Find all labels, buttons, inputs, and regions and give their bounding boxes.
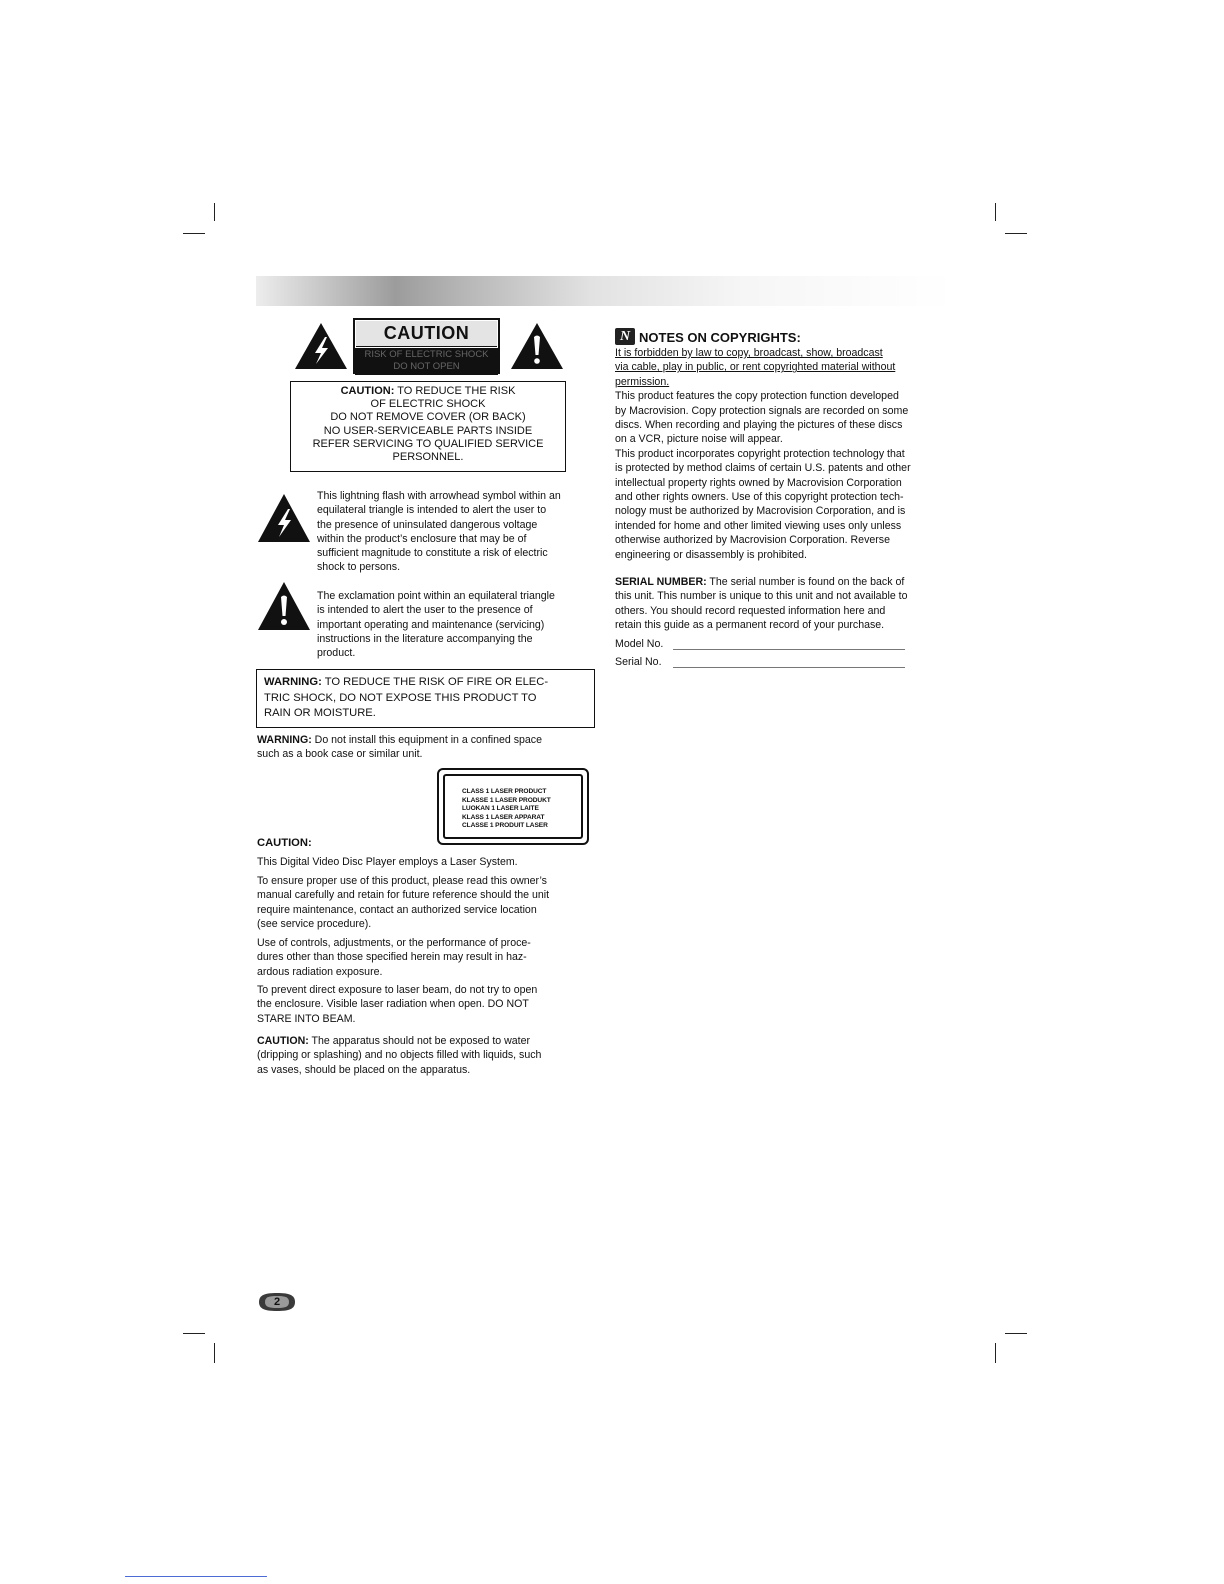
notes-underlined-line: via cable, play in public, or rent copyrighted material without bbox=[615, 361, 896, 374]
model-no-field[interactable] bbox=[673, 649, 905, 650]
laser-label-line: KLASSE 1 LASER PRODUKT bbox=[462, 796, 551, 804]
bottom-link-line bbox=[125, 1576, 267, 1577]
text-line: To prevent direct exposure to laser beam, do not try to open bbox=[257, 984, 538, 996]
text-line: the presence of uninsulated dangerous voltage bbox=[317, 518, 538, 531]
text-line: To ensure proper use of this product, please read this owner’s bbox=[257, 875, 547, 887]
model-no-label: Model No. bbox=[615, 638, 664, 650]
text-line: sufficient magnitude to constitute a risk of electric bbox=[317, 547, 548, 560]
exclamation-triangle-icon bbox=[510, 322, 564, 370]
text-line: equilateral triangle is intended to alert the user to bbox=[317, 504, 547, 517]
text-line: This lightning flash with arrowhead symbol within an bbox=[317, 490, 561, 502]
caution-water-line-1: The apparatus should not be exposed to water bbox=[308, 1035, 531, 1047]
warning-confined-space bbox=[257, 733, 542, 762]
page-number bbox=[257, 1291, 297, 1313]
text-line: dures other than those specified herein may result in haz- bbox=[257, 951, 527, 964]
serial-line-4: retain this guide as a permanent record of your purchase. bbox=[615, 619, 885, 632]
crop-mark bbox=[214, 1343, 215, 1363]
text-line: by Macrovision. Copy protection signals are recorded on some bbox=[615, 404, 909, 417]
caution-water-bold: CAUTION: bbox=[257, 1035, 309, 1047]
caution-label bbox=[353, 318, 500, 374]
text-line: STARE INTO BEAM. bbox=[257, 1012, 356, 1025]
caution-box-line-0: TO REDUCE THE RISK bbox=[394, 385, 516, 397]
warning-line-2: TRIC SHOCK, DO NOT EXPOSE THIS PRODUCT TO bbox=[264, 691, 537, 704]
text-line: discs. When recording and playing the pictures of these discs bbox=[615, 419, 903, 432]
warning-box bbox=[256, 669, 595, 728]
text-line: require maintenance, contact an authorized service location bbox=[257, 903, 537, 916]
caution-box-line bbox=[291, 385, 565, 398]
text-line: The exclamation point within an equilateral triangle bbox=[317, 590, 555, 602]
exclamation-triangle-icon bbox=[257, 581, 311, 631]
text-line: engineering or disassembly is prohibited. bbox=[615, 548, 807, 561]
caution-box-line-2: DO NOT REMOVE COVER (OR BACK) bbox=[330, 411, 526, 424]
text-line bbox=[264, 675, 586, 691]
serial-bold: SERIAL NUMBER: bbox=[615, 576, 707, 588]
crop-mark bbox=[995, 1343, 996, 1363]
text-line bbox=[257, 733, 542, 747]
serial-line-3: others. You should record requested information here and bbox=[615, 604, 886, 617]
crop-mark bbox=[183, 233, 205, 234]
text-line: (see service procedure). bbox=[257, 918, 372, 931]
text-line: on a VCR, picture noise will appear. bbox=[615, 433, 783, 446]
text-line: otherwise authorized by Macrovision Corporation. Reverse bbox=[615, 534, 890, 547]
text-line: intended for home and other limited viewing uses only unless bbox=[615, 519, 902, 532]
notes-underlined-line: It is forbidden by law to copy, broadcast, show, broadcast bbox=[615, 347, 883, 359]
text-line: ardous radiation exposure. bbox=[257, 965, 383, 978]
text-line: nology must be authorized by Macrovision Corporation, and is bbox=[615, 505, 906, 518]
text-line: important operating and maintenance (servicing) bbox=[317, 618, 545, 631]
notes-icon: N bbox=[615, 328, 635, 345]
text-line: the enclosure. Visible laser radiation when open. DO NOT bbox=[257, 998, 529, 1011]
crop-mark bbox=[1005, 1333, 1027, 1334]
caution-label-line2: DO NOT OPEN bbox=[393, 361, 460, 372]
laser-paragraph-1 bbox=[257, 855, 518, 869]
notes-title: NOTES ON COPYRIGHTS: bbox=[639, 330, 801, 345]
warning-line-1: TO REDUCE THE RISK OF FIRE OR ELEC- bbox=[321, 676, 549, 688]
caution-box-line-4: REFER SERVICING TO QUALIFIED SERVICE bbox=[312, 437, 544, 450]
crop-mark bbox=[1005, 233, 1027, 234]
caution-label-title: CAUTION bbox=[356, 321, 497, 347]
laser-label-line: LUOKAN 1 LASER LAITE bbox=[462, 805, 539, 813]
caution-box-line-1: OF ELECTRIC SHOCK bbox=[370, 398, 486, 411]
page-number-text: 2 bbox=[273, 1296, 281, 1308]
warning2-line-1: Do not install this equipment in a confined space bbox=[311, 734, 542, 746]
warning-bold: WARNING: bbox=[264, 676, 322, 688]
laser-paragraph-4 bbox=[257, 983, 537, 1026]
lightning-explanation bbox=[317, 489, 599, 575]
serial-line-1: The serial number is found on the back of bbox=[706, 576, 905, 588]
caution-heading: CAUTION: bbox=[257, 837, 312, 849]
text-line: instructions in the literature accompanying the bbox=[317, 632, 533, 645]
notes-body bbox=[615, 346, 911, 562]
text-line: is intended to alert the user to the presence of bbox=[317, 604, 533, 617]
text-line bbox=[257, 1034, 541, 1048]
caution-label-line1: RISK OF ELECTRIC SHOCK bbox=[364, 349, 489, 360]
caution-box-bold: CAUTION: bbox=[340, 385, 395, 397]
caution-box-line-5: PERSONNEL. bbox=[392, 451, 464, 464]
header-band bbox=[256, 276, 954, 306]
laser-paragraph-2 bbox=[257, 874, 549, 932]
serial-number-section bbox=[615, 575, 908, 633]
laser-paragraph-3 bbox=[257, 936, 531, 979]
caution-box-line-3: NO USER-SERVICEABLE PARTS INSIDE bbox=[323, 424, 533, 437]
laser-label-line: CLASS 1 LASER PRODUCT bbox=[462, 788, 547, 795]
warning-line-3: RAIN OR MOISTURE. bbox=[264, 707, 376, 719]
crop-mark bbox=[995, 203, 996, 221]
caution-water bbox=[257, 1034, 541, 1077]
laser-label-line: CLASSE 1 PRODUIT LASER bbox=[462, 822, 548, 830]
serial-no-field[interactable] bbox=[673, 667, 905, 668]
laser-label-inner bbox=[443, 774, 583, 839]
caution-water-line-2: (dripping or splashing) and no objects filled with liquids, such bbox=[257, 1049, 542, 1062]
text-line: is protected by method claims of certain U.S. patents and other bbox=[615, 462, 911, 475]
caution-water-line-3: as vases, should be placed on the apparatus. bbox=[257, 1063, 471, 1076]
text-line: This product features the copy protection function developed bbox=[615, 390, 899, 403]
serial-no-label: Serial No. bbox=[615, 656, 662, 668]
text-line: This product incorporates copyright protection technology that bbox=[615, 447, 905, 460]
text-line: This Digital Video Disc Player employs a Laser System. bbox=[257, 856, 518, 868]
text-line: within the product’s enclosure that may be of bbox=[317, 532, 527, 545]
text-line: shock to persons. bbox=[317, 561, 401, 574]
crop-mark bbox=[214, 203, 215, 221]
lightning-triangle-icon bbox=[257, 493, 311, 543]
laser-label-line: KLASS 1 LASER APPARAT bbox=[462, 813, 545, 821]
text-line: and other rights owners. Use of this copyright protection tech- bbox=[615, 491, 904, 504]
text-line bbox=[615, 575, 908, 589]
laser-class-label bbox=[437, 768, 589, 845]
text-line: intellectual property rights owned by Macrovision Corporation bbox=[615, 476, 902, 489]
caution-label-subtitle bbox=[355, 348, 498, 375]
lightning-triangle-icon bbox=[294, 322, 348, 370]
text-line: manual carefully and retain for future reference should the unit bbox=[257, 889, 550, 902]
exclamation-explanation bbox=[317, 589, 599, 660]
text-line: Use of controls, adjustments, or the performance of proce- bbox=[257, 937, 531, 949]
serial-line-2: this unit. This number is unique to this unit and not available to bbox=[615, 590, 908, 603]
warning2-bold: WARNING: bbox=[257, 734, 312, 746]
warning2-line-2: such as a book case or similar unit. bbox=[257, 748, 423, 761]
caution-box bbox=[290, 381, 566, 472]
crop-mark bbox=[183, 1333, 205, 1334]
text-line: product. bbox=[317, 647, 356, 660]
notes-underlined-line: permission. bbox=[615, 375, 670, 388]
